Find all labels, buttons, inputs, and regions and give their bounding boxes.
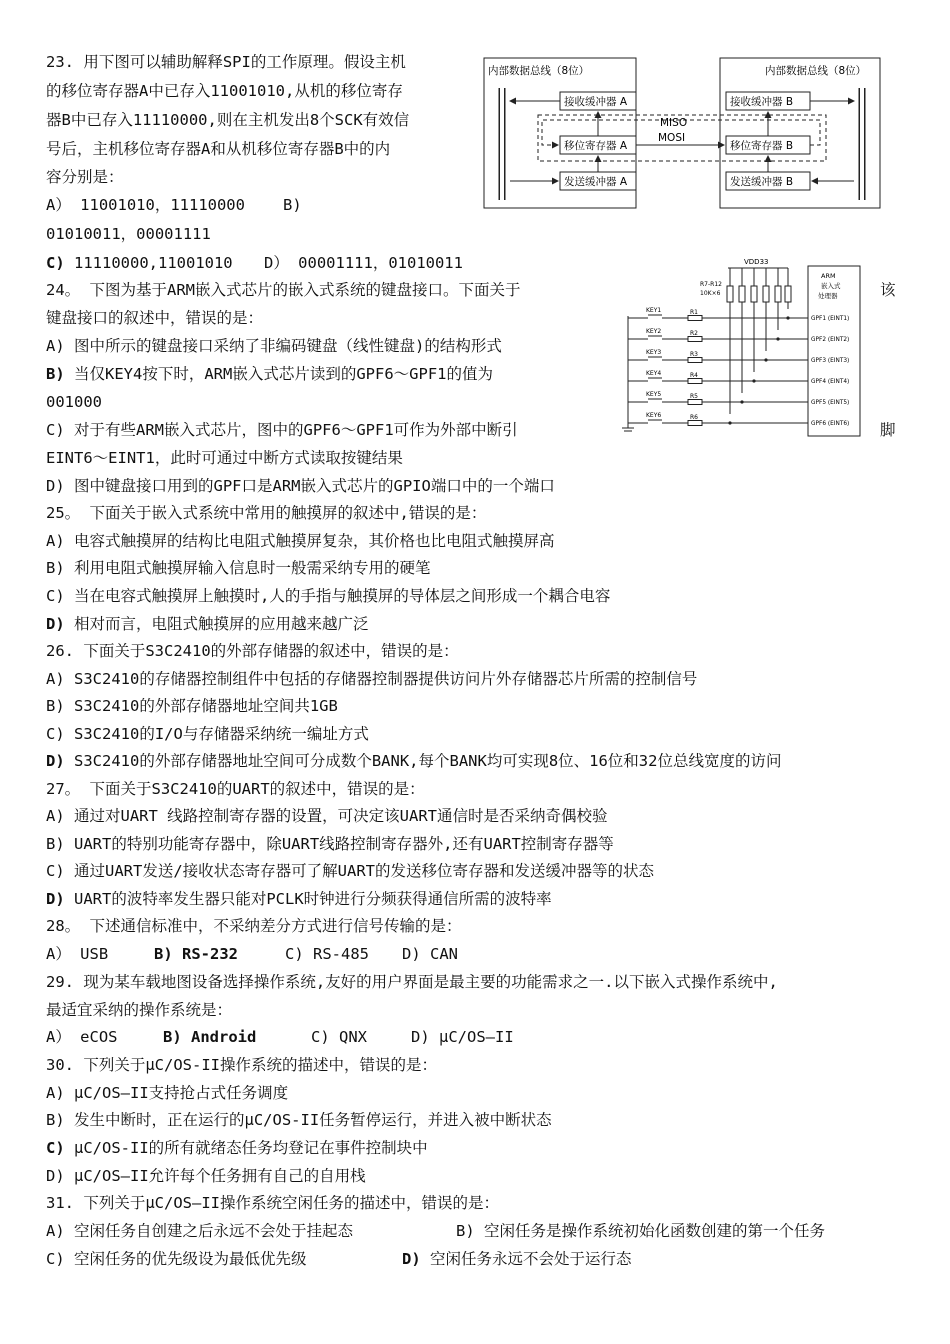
right-bus-label: 内部数据总线（8位）	[765, 65, 867, 77]
q24-option-b-value: 001000	[46, 393, 102, 411]
series-resistor	[688, 400, 702, 405]
q24-option-b: 当仅KEY4按下时，ARM嵌入式芯片读到的GPF6～GPF1的值为	[64, 365, 493, 383]
q27-option-c: C) 通过UART发送/接收状态寄存器可了解UART的发送移位寄存器和发送缓冲器等的状态	[46, 862, 654, 880]
series-resistor	[688, 337, 702, 342]
q27-option-d-line	[46, 889, 552, 909]
q29-option-d: D) μC/OS—II	[411, 1028, 514, 1046]
series-resistor	[688, 379, 702, 384]
q31-option-d: 空闲任务永远不会处于运行态	[420, 1250, 632, 1268]
q25-option-c: C) 当在电容式触摸屏上触摸时,人的手指与触摸屏的导体层之间形成一个耦合电容	[46, 587, 611, 605]
q27-option-d-tag: D)	[46, 890, 65, 908]
keyboard-diagram	[618, 256, 866, 438]
spi-diagram	[480, 52, 884, 212]
q27-option-a: A) 通过对UART 线路控制寄存器的设置，可决定该UART通信时是否采纳奇偶校验	[46, 807, 608, 825]
q24-stem-line-2: 键盘接口的叙述中，错误的是：	[46, 309, 264, 327]
recv-buffer-a-label: 接收缓冲器 A	[564, 96, 628, 108]
q25-option-d: 相对而言，电阻式触摸屏的应用越来越广泛	[64, 615, 369, 633]
q31-stem: 31. 下列关于μC/OS—II操作系统空闲任务的描述中，错误的是：	[46, 1194, 499, 1212]
resistor-label: R2	[690, 330, 698, 337]
key-label: KEY5	[646, 391, 662, 398]
resistor-label: R1	[690, 309, 698, 316]
q23-option-cd	[46, 253, 233, 273]
chip-label-3: 处理器	[818, 292, 838, 300]
q24-option-b-line	[46, 364, 493, 384]
q23-option-a: A） 11001010，11110000	[46, 196, 245, 214]
q24-option-c: C) 对于有些ARM嵌入式芯片，图中的GPF6～GPF1可作为外部中断引	[46, 421, 518, 439]
shift-register-b-label: 移位寄存器 B	[730, 140, 794, 152]
q29-stem-line-2: 最适宜采纳的操作系统是：	[46, 1001, 233, 1019]
q23-stem-line-3: 器B中已存入11110000,则在主机发出8个SCK有效信	[46, 111, 410, 129]
gpio-pin-label: GPF2 (EINT2)	[811, 337, 850, 343]
gpio-pin-label: GPF6 (EINT6)	[811, 421, 850, 427]
q30-stem: 30. 下列关于μC/OS-II操作系统的描述中，错误的是：	[46, 1056, 437, 1074]
shift-register-a-label: 移位寄存器 A	[564, 140, 628, 152]
q27-option-b: B) UART的特别功能寄存器中，除UART线路控制寄存器外,还有UART控制寄存器等	[46, 835, 614, 853]
q25-option-b: B) 利用电阻式触摸屏输入信息时一般需采纳专用的硬笔	[46, 559, 431, 577]
q30-option-d: D) μC/OS—II允许每个任务拥有自己的自用栈	[46, 1167, 366, 1185]
junction-dot	[764, 358, 767, 361]
junction-dot	[728, 421, 731, 424]
mosi-label: MOSI	[658, 132, 686, 144]
q23-option-d: D） 00001111，01010011	[264, 254, 463, 272]
q23-option-c-tag: C)	[46, 254, 65, 272]
resistor-label: R5	[690, 393, 698, 400]
key-label: KEY2	[646, 328, 662, 335]
q24-option-b-tag: B)	[46, 365, 65, 383]
q31-option-d-tag: D)	[402, 1250, 421, 1268]
q31-option-a: A) 空闲任务自创建之后永远不会处于挂起态	[46, 1222, 353, 1240]
gpio-pin-label: GPF3 (EINT3)	[811, 358, 850, 364]
q31-option-c: C) 空闲任务的优先级设为最低优先级	[46, 1250, 307, 1268]
send-buffer-a-label: 发送缓冲器 A	[564, 176, 628, 188]
series-resistor	[688, 421, 702, 426]
q26-option-d-tag: D)	[46, 752, 65, 770]
miso-label: MISO	[660, 117, 688, 129]
q24-option-c-tail: 脚	[880, 421, 896, 439]
q29-option-a: A） eCOS	[46, 1028, 118, 1046]
junction-dot	[740, 400, 743, 403]
resistor-label: R4	[690, 372, 698, 379]
key-label: KEY4	[646, 370, 662, 377]
q30-option-c-line	[46, 1138, 428, 1158]
q26-option-a: A) S3C2410的存储器控制组件中包括的存储器控制器提供访问片外存储器芯片所需的控制信号	[46, 670, 698, 688]
q24-option-d: D) 图中键盘接口用到的GPF口是ARM嵌入式芯片的GPIO端口中的一个端口	[46, 477, 555, 495]
gpio-pin-label: GPF4 (EINT4)	[811, 379, 850, 385]
gpio-pin-label: GPF5 (EINT5)	[811, 400, 850, 406]
q23-option-b-tag: B)	[283, 196, 302, 214]
q23-stem-line-2: 的移位寄存器A中已存入11001010,从机的移位寄存	[46, 82, 403, 100]
q30-option-a: A) μC/OS—II支持抢占式任务调度	[46, 1084, 289, 1102]
q28-option-a: A） USB	[46, 945, 109, 963]
junction-dot	[786, 316, 789, 319]
q30-option-b: B) 发生中断时，正在运行的μC/OS-II任务暂停运行，并进入被中断状态	[46, 1111, 552, 1129]
q29-stem-line-1: 29. 现为某车载地图设备选择操作系统,友好的用户界面是最主要的功能需求之一.以下嵌入式操作系统中,	[46, 973, 778, 991]
q24-option-a: A) 图中所示的键盘接口采纳了非编码键盘（线性键盘)的结构形式	[46, 337, 502, 355]
left-bus-label: 内部数据总线（8位）	[488, 65, 590, 77]
q25-stem: 25。 下面关于嵌入式系统中常用的触摸屏的叙述中,错误的是：	[46, 504, 487, 522]
resistor-label: R3	[690, 351, 698, 358]
q25-option-a: A) 电容式触摸屏的结构比电阻式触摸屏复杂，其价格也比电阻式触摸屏高	[46, 532, 555, 550]
series-resistor	[688, 358, 702, 363]
resistor-label: R6	[690, 414, 698, 421]
recv-buffer-b-label: 接收缓冲器 B	[730, 96, 794, 108]
chip-label-1: ARM	[821, 272, 836, 280]
q31-option-d-line	[402, 1249, 632, 1269]
key-label: KEY6	[646, 412, 662, 419]
q25-option-d-line	[46, 614, 369, 634]
q24-stem-line-1-tail: 该	[880, 281, 896, 299]
q23-stem-line-4: 号后，主机移位寄存器A和从机移位寄存器B中的内	[46, 140, 391, 158]
q26-option-c: C) S3C2410的I/O与存储器采纳统一编址方式	[46, 725, 369, 743]
q26-option-d-line	[46, 751, 781, 771]
q23-option-c: 11110000,11001010	[64, 254, 233, 272]
send-buffer-b-label: 发送缓冲器 B	[730, 176, 794, 188]
q24-option-c-line-2: EINT6～EINT1，此时可通过中断方式读取按键结果	[46, 449, 403, 467]
q30-option-c: μC/OS-II的所有就绪态任务均登记在事件控制块中	[64, 1139, 428, 1157]
chip-label-2: 嵌入式	[821, 282, 841, 290]
q23-stem-line-1: 23. 用下图可以辅助解释SPI的工作原理。假设主机	[46, 53, 406, 71]
q27-option-d: UART的波特率发生器只能对PCLK时钟进行分频获得通信所需的波特率	[64, 890, 552, 908]
q25-option-d-tag: D)	[46, 615, 65, 633]
pullup-value: 10K×6	[700, 290, 721, 297]
series-resistor	[688, 316, 702, 321]
key-label: KEY1	[646, 307, 662, 314]
q26-stem: 26. 下面关于S3C2410的外部存储器的叙述中，错误的是：	[46, 642, 459, 660]
vdd-label: VDD33	[744, 258, 769, 266]
key-label: KEY3	[646, 349, 662, 356]
gpio-pin-label: GPF1 (EINT1)	[811, 316, 850, 322]
q30-option-c-tag: C)	[46, 1139, 65, 1157]
q24-stem-line-1: 24。 下图为基于ARM嵌入式芯片的嵌入式系统的键盘接口。下面关于	[46, 281, 521, 299]
q29-option-b: B) Android	[163, 1028, 257, 1046]
q29-option-c: C) QNX	[311, 1028, 367, 1046]
q28-option-c: C) RS-485	[285, 945, 369, 963]
q28-option-b: B) RS-232	[154, 945, 238, 963]
q23-option-b: 01010011，00001111	[46, 225, 211, 243]
junction-dot	[776, 337, 779, 340]
q31-option-b: B) 空闲任务是操作系统初始化函数创建的第一个任务	[456, 1222, 825, 1240]
q28-stem: 28。 下述通信标准中，不采纳差分方式进行信号传输的是：	[46, 917, 462, 935]
q26-option-b: B) S3C2410的外部存储器地址空间共1GB	[46, 697, 338, 715]
pullup-label: R7-R12	[700, 281, 722, 288]
junction-dot	[752, 379, 755, 382]
q23-stem-line-5: 容分别是：	[46, 168, 124, 186]
q27-stem: 27。 下面关于S3C2410的UART的叙述中，错误的是：	[46, 780, 425, 798]
q28-option-d: D) CAN	[402, 945, 458, 963]
q26-option-d: S3C2410的外部存储器地址空间可分成数个BANK,每个BANK均可实现8位、16位和32位总线宽度的访问	[64, 752, 782, 770]
